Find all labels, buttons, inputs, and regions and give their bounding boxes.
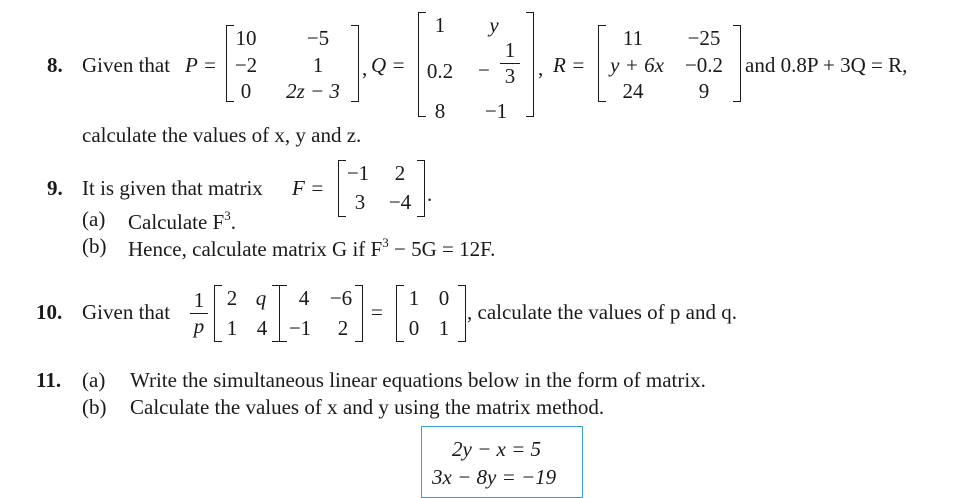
question-number: 8. (47, 53, 63, 77)
matrix-cell: −5 (306, 26, 330, 50)
matrix-cell: 0 (408, 316, 420, 340)
left-bracket (396, 285, 404, 342)
matrix-p-label: P = (185, 53, 217, 77)
matrix-cell: −2 (234, 53, 258, 77)
right-bracket (417, 160, 425, 217)
matrix-cell: 1 (312, 53, 324, 77)
part-a-main: Calculate F (128, 210, 225, 234)
matrix-cell: 9 (698, 79, 710, 103)
part-b-label: (b) (82, 395, 107, 419)
left-bracket (338, 160, 346, 217)
matrix-f-label: F = (292, 176, 325, 200)
period: . (230, 210, 236, 234)
matrix-cell: −4 (388, 190, 412, 214)
matrix-cell: 24 (622, 79, 644, 103)
matrix-cell: 10 (235, 26, 257, 50)
left-bracket (226, 25, 234, 102)
matrix-cell: 4 (256, 316, 268, 340)
matrix-cell: 8 (434, 99, 446, 123)
question-number: 9. (47, 176, 63, 200)
right-bracket (733, 25, 741, 102)
question-number: 11. (36, 368, 62, 392)
equation-2: 3x − 8y = −19 (432, 465, 557, 489)
matrix-cell: −1 (288, 316, 312, 340)
matrix-cell: 1 (434, 13, 446, 37)
part-a-label: (a) (82, 207, 106, 231)
matrix-cell: 1 (438, 316, 450, 340)
equation-condition: and 0.8P + 3Q = R, (745, 53, 908, 77)
matrix-cell: −0.2 (684, 53, 724, 77)
matrix-cell: 1 (408, 286, 420, 310)
part-b-text (128, 236, 495, 260)
matrix-cell: 2 (337, 316, 349, 340)
matrix-cell: 2z − 3 (286, 79, 340, 103)
left-bracket (279, 285, 287, 342)
matrix-cell: 11 (622, 26, 644, 50)
part-b-label: (b) (82, 234, 107, 258)
separator: , (362, 56, 368, 80)
left-bracket (418, 12, 426, 117)
matrix-cell: 0.2 (426, 59, 454, 83)
matrix-cell: −1 (346, 161, 370, 185)
matrix-cell: y + 6x (610, 53, 664, 77)
exponent: 3 (224, 208, 231, 223)
part-b-main: Hence, calculate matrix G if F (128, 237, 383, 261)
matrix-cell: 4 (298, 286, 310, 310)
matrix-cell: 1 (226, 316, 238, 340)
matrix-cell: 2 (394, 161, 406, 185)
fraction-numerator: 1 (193, 288, 205, 312)
fraction-denominator: p (193, 314, 205, 338)
right-bracket (355, 285, 363, 342)
fraction-one-over-p (190, 290, 208, 337)
exponent: 3 (382, 235, 389, 250)
part-b-text: Calculate the values of x and y using the matrix method. (130, 395, 605, 419)
matrix-cell: 3 (354, 190, 366, 214)
minus-sign: − (478, 58, 490, 82)
fraction-numerator: 1 (504, 38, 516, 62)
question-intro: It is given that matrix (82, 176, 263, 200)
part-a-text: Write the simultaneous linear equations below in the form of matrix. (130, 368, 706, 392)
matrix-cell: −25 (687, 26, 721, 50)
question-intro: Given that (82, 53, 171, 77)
equation-1: 2y − x = 5 (452, 437, 541, 461)
right-bracket (351, 25, 359, 102)
period: . (427, 182, 433, 206)
right-bracket (526, 12, 534, 117)
fraction-denominator: 3 (504, 64, 516, 88)
matrix-r-label: R = (553, 53, 586, 77)
right-bracket (458, 285, 466, 342)
matrix-q-label: Q = (371, 53, 406, 77)
matrix-cell: y (489, 13, 499, 37)
question-intro: Given that (82, 300, 171, 324)
matrix-cell: −1 (484, 99, 508, 123)
matrix-cell: 0 (240, 79, 252, 103)
question-number: 10. (36, 300, 63, 324)
separator: , (538, 56, 544, 80)
matrix-cell: 0 (438, 286, 450, 310)
part-a-text (128, 209, 236, 233)
question-instruction: calculate the values of x, y and z. (82, 123, 362, 147)
fraction-one-third (500, 40, 520, 87)
part-b-tail: − 5G = 12F. (388, 237, 496, 261)
matrix-cell: −6 (329, 286, 353, 310)
equals-sign: = (371, 300, 383, 324)
matrix-cell: q (255, 286, 267, 310)
part-a-label: (a) (82, 368, 106, 392)
left-bracket (214, 285, 222, 342)
matrix-cell: 2 (226, 286, 238, 310)
left-bracket (598, 25, 606, 102)
question-instruction: , calculate the values of p and q. (467, 300, 737, 324)
equations-box (421, 426, 583, 498)
